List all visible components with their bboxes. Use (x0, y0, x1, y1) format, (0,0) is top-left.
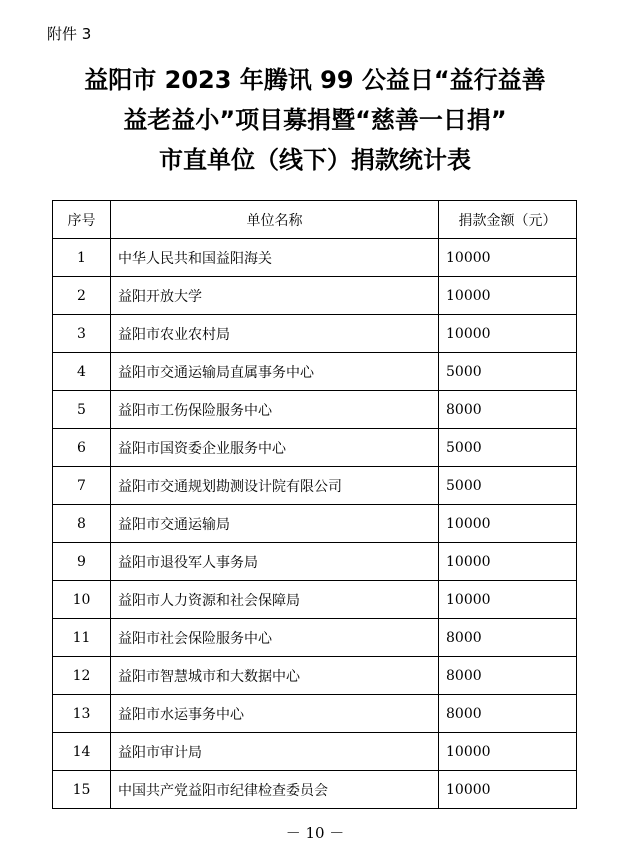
table-body (53, 239, 577, 809)
unit-name: 益阳市交通运输局直属事务中心 (111, 353, 439, 391)
row-number: 2 (53, 277, 111, 315)
unit-name: 益阳市交通运输局 (111, 505, 439, 543)
table-row (53, 619, 577, 657)
row-number: 10 (53, 581, 111, 619)
table-row (53, 277, 577, 315)
row-number: 1 (53, 239, 111, 277)
row-number: 9 (53, 543, 111, 581)
unit-name: 益阳市工伤保险服务中心 (111, 391, 439, 429)
table-row (53, 315, 577, 353)
donation-amount: 8000 (439, 619, 577, 657)
unit-name: 益阳市交通规划勘测设计院有限公司 (111, 467, 439, 505)
donation-table (52, 200, 577, 809)
donation-amount: 5000 (439, 353, 577, 391)
title-line-3: 市直单位（线下）捐款统计表 (159, 146, 471, 174)
table-row (53, 239, 577, 277)
header-unit: 单位名称 (111, 201, 439, 239)
donation-amount: 10000 (439, 315, 577, 353)
unit-name: 益阳市农业农村局 (111, 315, 439, 353)
unit-name: 益阳市智慧城市和大数据中心 (111, 657, 439, 695)
donation-amount: 8000 (439, 391, 577, 429)
table-row (53, 353, 577, 391)
document-title (0, 60, 630, 180)
table-row (53, 391, 577, 429)
donation-amount: 5000 (439, 467, 577, 505)
row-number: 6 (53, 429, 111, 467)
row-number: 12 (53, 657, 111, 695)
unit-name: 益阳市社会保险服务中心 (111, 619, 439, 657)
unit-name: 益阳开放大学 (111, 277, 439, 315)
donation-amount: 8000 (439, 657, 577, 695)
table-row (53, 467, 577, 505)
unit-name: 益阳市人力资源和社会保障局 (111, 581, 439, 619)
unit-name: 益阳市审计局 (111, 733, 439, 771)
donation-amount: 10000 (439, 543, 577, 581)
row-number: 7 (53, 467, 111, 505)
row-number: 4 (53, 353, 111, 391)
unit-name: 中国共产党益阳市纪律检查委员会 (111, 771, 439, 809)
row-number: 15 (53, 771, 111, 809)
page-number: － 10 － (285, 824, 345, 842)
table-row (53, 505, 577, 543)
table-row (53, 657, 577, 695)
table-row (53, 581, 577, 619)
table-header-row (53, 201, 577, 239)
row-number: 8 (53, 505, 111, 543)
unit-name: 益阳市水运事务中心 (111, 695, 439, 733)
row-number: 13 (53, 695, 111, 733)
unit-name: 益阳市国资委企业服务中心 (111, 429, 439, 467)
header-no: 序号 (53, 201, 111, 239)
title-line-1: 益阳市 2023 年腾讯 99 公益日“益行益善 (84, 66, 546, 94)
row-number: 5 (53, 391, 111, 429)
row-number: 3 (53, 315, 111, 353)
donation-amount: 5000 (439, 429, 577, 467)
header-amount: 捐款金额（元） (439, 201, 577, 239)
table-row (53, 695, 577, 733)
donation-amount: 10000 (439, 277, 577, 315)
table-row (53, 771, 577, 809)
unit-name: 中华人民共和国益阳海关 (111, 239, 439, 277)
donation-amount: 10000 (439, 733, 577, 771)
donation-amount: 10000 (439, 771, 577, 809)
donation-amount: 10000 (439, 581, 577, 619)
row-number: 14 (53, 733, 111, 771)
donation-amount: 10000 (439, 239, 577, 277)
donation-amount: 10000 (439, 505, 577, 543)
attachment-label: 附件 3 (47, 25, 92, 43)
donation-amount: 8000 (439, 695, 577, 733)
unit-name: 益阳市退役军人事务局 (111, 543, 439, 581)
row-number: 11 (53, 619, 111, 657)
table-row (53, 429, 577, 467)
table-row (53, 733, 577, 771)
title-line-2: 益老益小”项目募捐暨“慈善一日捐” (123, 106, 507, 134)
table-row (53, 543, 577, 581)
